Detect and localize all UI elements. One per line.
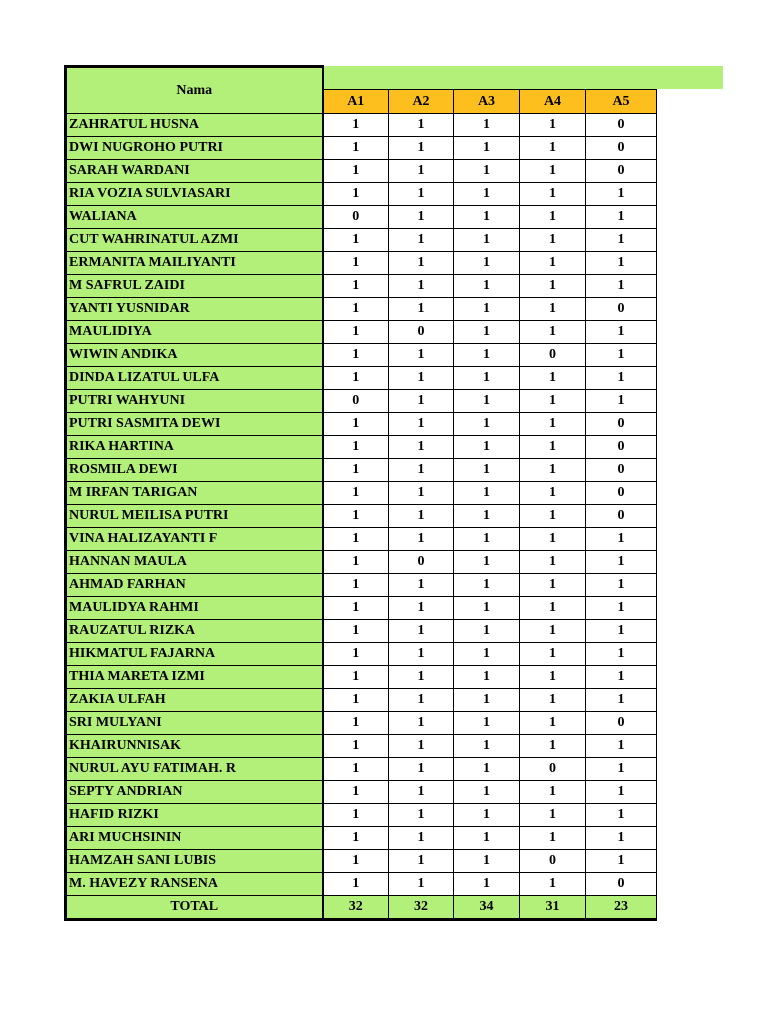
student-name-cell: WALIANA: [66, 206, 323, 229]
score-cell: 1: [520, 206, 586, 229]
table-row: [66, 344, 657, 367]
score-cell: 1: [586, 804, 657, 827]
score-cell: 1: [454, 459, 520, 482]
table-row: [66, 137, 657, 160]
total-row: [66, 896, 657, 920]
table-row: [66, 643, 657, 666]
score-cell: 1: [389, 873, 454, 896]
student-name-cell: MAULIDIYA: [66, 321, 323, 344]
score-cell: 1: [323, 298, 389, 321]
table-row: [66, 160, 657, 183]
student-name-cell: ZAHRATUL HUSNA: [66, 114, 323, 137]
score-cell: 1: [454, 344, 520, 367]
score-cell: 1: [586, 735, 657, 758]
student-name-cell: HIKMATUL FAJARNA: [66, 643, 323, 666]
student-name-cell: M IRFAN TARIGAN: [66, 482, 323, 505]
table-row: [66, 827, 657, 850]
score-cell: 1: [520, 735, 586, 758]
score-cell: 1: [520, 413, 586, 436]
score-cell: 1: [454, 160, 520, 183]
score-cell: 1: [323, 137, 389, 160]
table-row: [66, 620, 657, 643]
score-cell: 1: [586, 827, 657, 850]
score-cell: 0: [586, 114, 657, 137]
student-name-cell: CUT WAHRINATUL AZMI: [66, 229, 323, 252]
score-cell: 0: [586, 712, 657, 735]
score-cell: 1: [454, 229, 520, 252]
score-cell: 0: [586, 160, 657, 183]
table-row: [66, 689, 657, 712]
score-cell: 1: [520, 229, 586, 252]
score-cell: 1: [389, 298, 454, 321]
score-cell: 1: [389, 712, 454, 735]
score-cell: 1: [323, 321, 389, 344]
score-cell: 1: [323, 597, 389, 620]
student-name-cell: DINDA LIZATUL ULFA: [66, 367, 323, 390]
total-cell: 31: [520, 896, 586, 920]
table-row: [66, 712, 657, 735]
score-cell: 1: [323, 735, 389, 758]
score-cell: 1: [323, 574, 389, 597]
score-cell: 1: [454, 781, 520, 804]
column-header-a5: A5: [586, 90, 657, 114]
score-cell: 1: [389, 390, 454, 413]
score-cell: 1: [454, 712, 520, 735]
score-cell: 1: [454, 804, 520, 827]
table-row: [66, 413, 657, 436]
score-cell: 0: [586, 413, 657, 436]
score-cell: 0: [389, 551, 454, 574]
table-row: [66, 114, 657, 137]
score-cell: 1: [389, 505, 454, 528]
score-cell: 1: [586, 781, 657, 804]
score-cell: 0: [586, 505, 657, 528]
score-cell: 1: [323, 367, 389, 390]
student-name-cell: ARI MUCHSININ: [66, 827, 323, 850]
score-cell: 1: [586, 620, 657, 643]
student-name-cell: VINA HALIZAYANTI F: [66, 528, 323, 551]
score-cell: 1: [323, 712, 389, 735]
score-cell: 1: [389, 643, 454, 666]
score-cell: 1: [586, 206, 657, 229]
score-cell: 1: [323, 873, 389, 896]
student-name-cell: AHMAD FARHAN: [66, 574, 323, 597]
score-cell: 1: [586, 689, 657, 712]
student-name-cell: RIA VOZIA SULVIASARI: [66, 183, 323, 206]
score-cell: 1: [586, 321, 657, 344]
score-cell: 1: [323, 344, 389, 367]
score-cell: 1: [454, 482, 520, 505]
score-cell: 1: [323, 850, 389, 873]
score-cell: 1: [454, 551, 520, 574]
column-header-a3: A3: [454, 90, 520, 114]
score-cell: 1: [323, 643, 389, 666]
table-row: [66, 528, 657, 551]
score-cell: 1: [389, 735, 454, 758]
column-header-a1: A1: [323, 90, 389, 114]
score-table: [64, 65, 657, 921]
table-row: [66, 574, 657, 597]
score-cell: 1: [389, 275, 454, 298]
table-row: [66, 781, 657, 804]
score-cell: 1: [520, 114, 586, 137]
score-cell: 1: [323, 528, 389, 551]
column-header-a4: A4: [520, 90, 586, 114]
score-cell: 0: [586, 482, 657, 505]
score-cell: 1: [389, 160, 454, 183]
column-header-a2: A2: [389, 90, 454, 114]
score-cell: 1: [389, 229, 454, 252]
student-name-cell: HAFID RIZKI: [66, 804, 323, 827]
score-cell: 1: [520, 183, 586, 206]
score-cell: 1: [454, 689, 520, 712]
table-row: [66, 735, 657, 758]
table-row: [66, 390, 657, 413]
score-cell: 1: [586, 551, 657, 574]
score-cell: 1: [586, 643, 657, 666]
score-cell: 1: [520, 597, 586, 620]
table-row: [66, 459, 657, 482]
score-cell: 1: [586, 344, 657, 367]
score-cell: 1: [389, 482, 454, 505]
score-cell: 1: [389, 597, 454, 620]
score-cell: 1: [586, 390, 657, 413]
score-cell: 0: [586, 137, 657, 160]
score-cell: 1: [389, 436, 454, 459]
table-row: [66, 873, 657, 896]
student-name-cell: HANNAN MAULA: [66, 551, 323, 574]
score-cell: 1: [323, 505, 389, 528]
score-cell: 1: [454, 574, 520, 597]
score-cell: 1: [520, 252, 586, 275]
student-name-cell: SARAH WARDANI: [66, 160, 323, 183]
score-cell: 1: [520, 620, 586, 643]
score-cell: 1: [454, 275, 520, 298]
score-cell: 1: [454, 643, 520, 666]
score-cell: 1: [389, 367, 454, 390]
score-cell: 1: [454, 390, 520, 413]
score-cell: 1: [520, 666, 586, 689]
score-cell: 1: [389, 183, 454, 206]
score-cell: 1: [454, 666, 520, 689]
score-cell: 1: [586, 252, 657, 275]
student-name-cell: ERMANITA MAILIYANTI: [66, 252, 323, 275]
student-name-cell: M. HAVEZY RANSENA: [66, 873, 323, 896]
score-cell: 1: [389, 827, 454, 850]
table-row: [66, 229, 657, 252]
table-row: [66, 551, 657, 574]
score-cell: 1: [520, 436, 586, 459]
score-cell: 1: [454, 505, 520, 528]
student-name-cell: WIWIN ANDIKA: [66, 344, 323, 367]
score-cell: 1: [389, 114, 454, 137]
student-name-cell: SEPTY ANDRIAN: [66, 781, 323, 804]
score-cell: 1: [454, 758, 520, 781]
student-name-cell: RAUZATUL RIZKA: [66, 620, 323, 643]
score-cell: 1: [389, 252, 454, 275]
table-row: [66, 206, 657, 229]
score-cell: 1: [389, 666, 454, 689]
score-cell: 1: [520, 873, 586, 896]
score-cell: 1: [323, 781, 389, 804]
score-cell: 1: [454, 367, 520, 390]
score-cell: 1: [586, 666, 657, 689]
score-cell: 1: [454, 206, 520, 229]
score-cell: 1: [454, 620, 520, 643]
score-cell: 1: [323, 114, 389, 137]
score-cell: 1: [389, 689, 454, 712]
score-cell: 1: [323, 666, 389, 689]
score-cell: 0: [520, 344, 586, 367]
table-row: [66, 505, 657, 528]
score-cell: 1: [323, 758, 389, 781]
table-row: [66, 597, 657, 620]
student-name-cell: NURUL AYU FATIMAH. R: [66, 758, 323, 781]
table-row: [66, 850, 657, 873]
score-cell: 1: [454, 850, 520, 873]
score-cell: 1: [389, 528, 454, 551]
score-cell: 1: [520, 482, 586, 505]
score-cell: 1: [389, 459, 454, 482]
score-cell: 1: [454, 137, 520, 160]
score-cell: 1: [454, 114, 520, 137]
score-cell: 1: [454, 436, 520, 459]
score-cell: 1: [520, 367, 586, 390]
total-cell: 34: [454, 896, 520, 920]
score-cell: 1: [520, 643, 586, 666]
score-cell: 0: [520, 850, 586, 873]
table-row: [66, 252, 657, 275]
score-cell: 1: [454, 413, 520, 436]
score-cell: 1: [520, 804, 586, 827]
score-cell: 0: [520, 758, 586, 781]
score-cell: 1: [586, 528, 657, 551]
student-name-cell: PUTRI WAHYUNI: [66, 390, 323, 413]
score-cell: 1: [323, 620, 389, 643]
score-cell: 1: [586, 183, 657, 206]
score-cell: 1: [454, 735, 520, 758]
score-cell: 1: [389, 850, 454, 873]
score-cell: 1: [323, 436, 389, 459]
score-cell: 1: [323, 183, 389, 206]
score-cell: 1: [454, 183, 520, 206]
score-cell: 1: [520, 528, 586, 551]
score-cell: 1: [323, 252, 389, 275]
score-cell: 1: [389, 804, 454, 827]
table-row: [66, 436, 657, 459]
score-cell: 1: [586, 229, 657, 252]
score-cell: 1: [454, 298, 520, 321]
score-cell: 1: [389, 574, 454, 597]
total-cell: 32: [389, 896, 454, 920]
score-cell: 1: [586, 275, 657, 298]
score-cell: 1: [586, 597, 657, 620]
student-name-cell: PUTRI SASMITA DEWI: [66, 413, 323, 436]
score-cell: 1: [454, 827, 520, 850]
student-name-cell: ZAKIA ULFAH: [66, 689, 323, 712]
student-name-cell: SRI MULYANI: [66, 712, 323, 735]
student-name-cell: KHAIRUNNISAK: [66, 735, 323, 758]
score-cell: 0: [389, 321, 454, 344]
score-cell: 1: [586, 758, 657, 781]
score-cell: 1: [520, 781, 586, 804]
student-name-cell: THIA MARETA IZMI: [66, 666, 323, 689]
score-cell: 1: [323, 160, 389, 183]
student-name-cell: M SAFRUL ZAIDI: [66, 275, 323, 298]
student-name-cell: NURUL MEILISA PUTRI: [66, 505, 323, 528]
score-cell: 1: [520, 551, 586, 574]
score-cell: 0: [323, 390, 389, 413]
score-cell: 1: [389, 781, 454, 804]
table-row: [66, 298, 657, 321]
score-cell: 1: [323, 689, 389, 712]
total-cell: 23: [586, 896, 657, 920]
score-cell: 1: [454, 597, 520, 620]
score-cell: 1: [323, 827, 389, 850]
score-cell: 1: [520, 298, 586, 321]
score-cell: 1: [389, 344, 454, 367]
score-cell: 1: [520, 827, 586, 850]
student-name-cell: DWI NUGROHO PUTRI: [66, 137, 323, 160]
score-cell: 1: [520, 459, 586, 482]
score-cell: 1: [520, 160, 586, 183]
score-cell: 1: [389, 620, 454, 643]
score-cell: 1: [520, 137, 586, 160]
score-cell: 1: [323, 229, 389, 252]
score-cell: 1: [389, 413, 454, 436]
table-row: [66, 482, 657, 505]
score-cell: 1: [520, 574, 586, 597]
header-row-top: [66, 67, 657, 90]
score-cell: 1: [389, 206, 454, 229]
score-cell: 0: [586, 298, 657, 321]
table-row: [66, 275, 657, 298]
score-cell: 0: [586, 436, 657, 459]
score-cell: 1: [454, 321, 520, 344]
total-label: TOTAL: [66, 896, 323, 920]
student-name-cell: ROSMILA DEWI: [66, 459, 323, 482]
table-row: [66, 367, 657, 390]
score-cell: 1: [323, 459, 389, 482]
score-cell: 1: [389, 758, 454, 781]
score-cell: 1: [520, 390, 586, 413]
score-cell: 1: [323, 482, 389, 505]
name-header: Nama: [66, 67, 323, 114]
table-row: [66, 321, 657, 344]
student-name-cell: HAMZAH SANI LUBIS: [66, 850, 323, 873]
score-cell: 1: [454, 252, 520, 275]
score-cell: 1: [586, 574, 657, 597]
score-cell: 1: [323, 804, 389, 827]
table-row: [66, 666, 657, 689]
student-name-cell: MAULIDYA RAHMI: [66, 597, 323, 620]
score-cell: 1: [520, 712, 586, 735]
student-name-cell: YANTI YUSNIDAR: [66, 298, 323, 321]
table-row: [66, 758, 657, 781]
score-cell: 1: [323, 413, 389, 436]
score-cell: 1: [323, 551, 389, 574]
score-cell: 1: [520, 505, 586, 528]
student-name-cell: RIKA HARTINA: [66, 436, 323, 459]
score-cell: 1: [520, 321, 586, 344]
score-cell: 1: [586, 367, 657, 390]
score-cell: 0: [586, 873, 657, 896]
score-cell: 1: [586, 850, 657, 873]
score-cell: 1: [520, 275, 586, 298]
score-cell: 1: [520, 689, 586, 712]
total-cell: 32: [323, 896, 389, 920]
score-cell: 0: [586, 459, 657, 482]
score-cell: 1: [323, 275, 389, 298]
score-cell: 1: [454, 873, 520, 896]
header-blank-cell: [323, 67, 657, 90]
score-cell: 1: [454, 528, 520, 551]
table-row: [66, 183, 657, 206]
score-cell: 1: [389, 137, 454, 160]
table-row: [66, 804, 657, 827]
score-cell: 0: [323, 206, 389, 229]
